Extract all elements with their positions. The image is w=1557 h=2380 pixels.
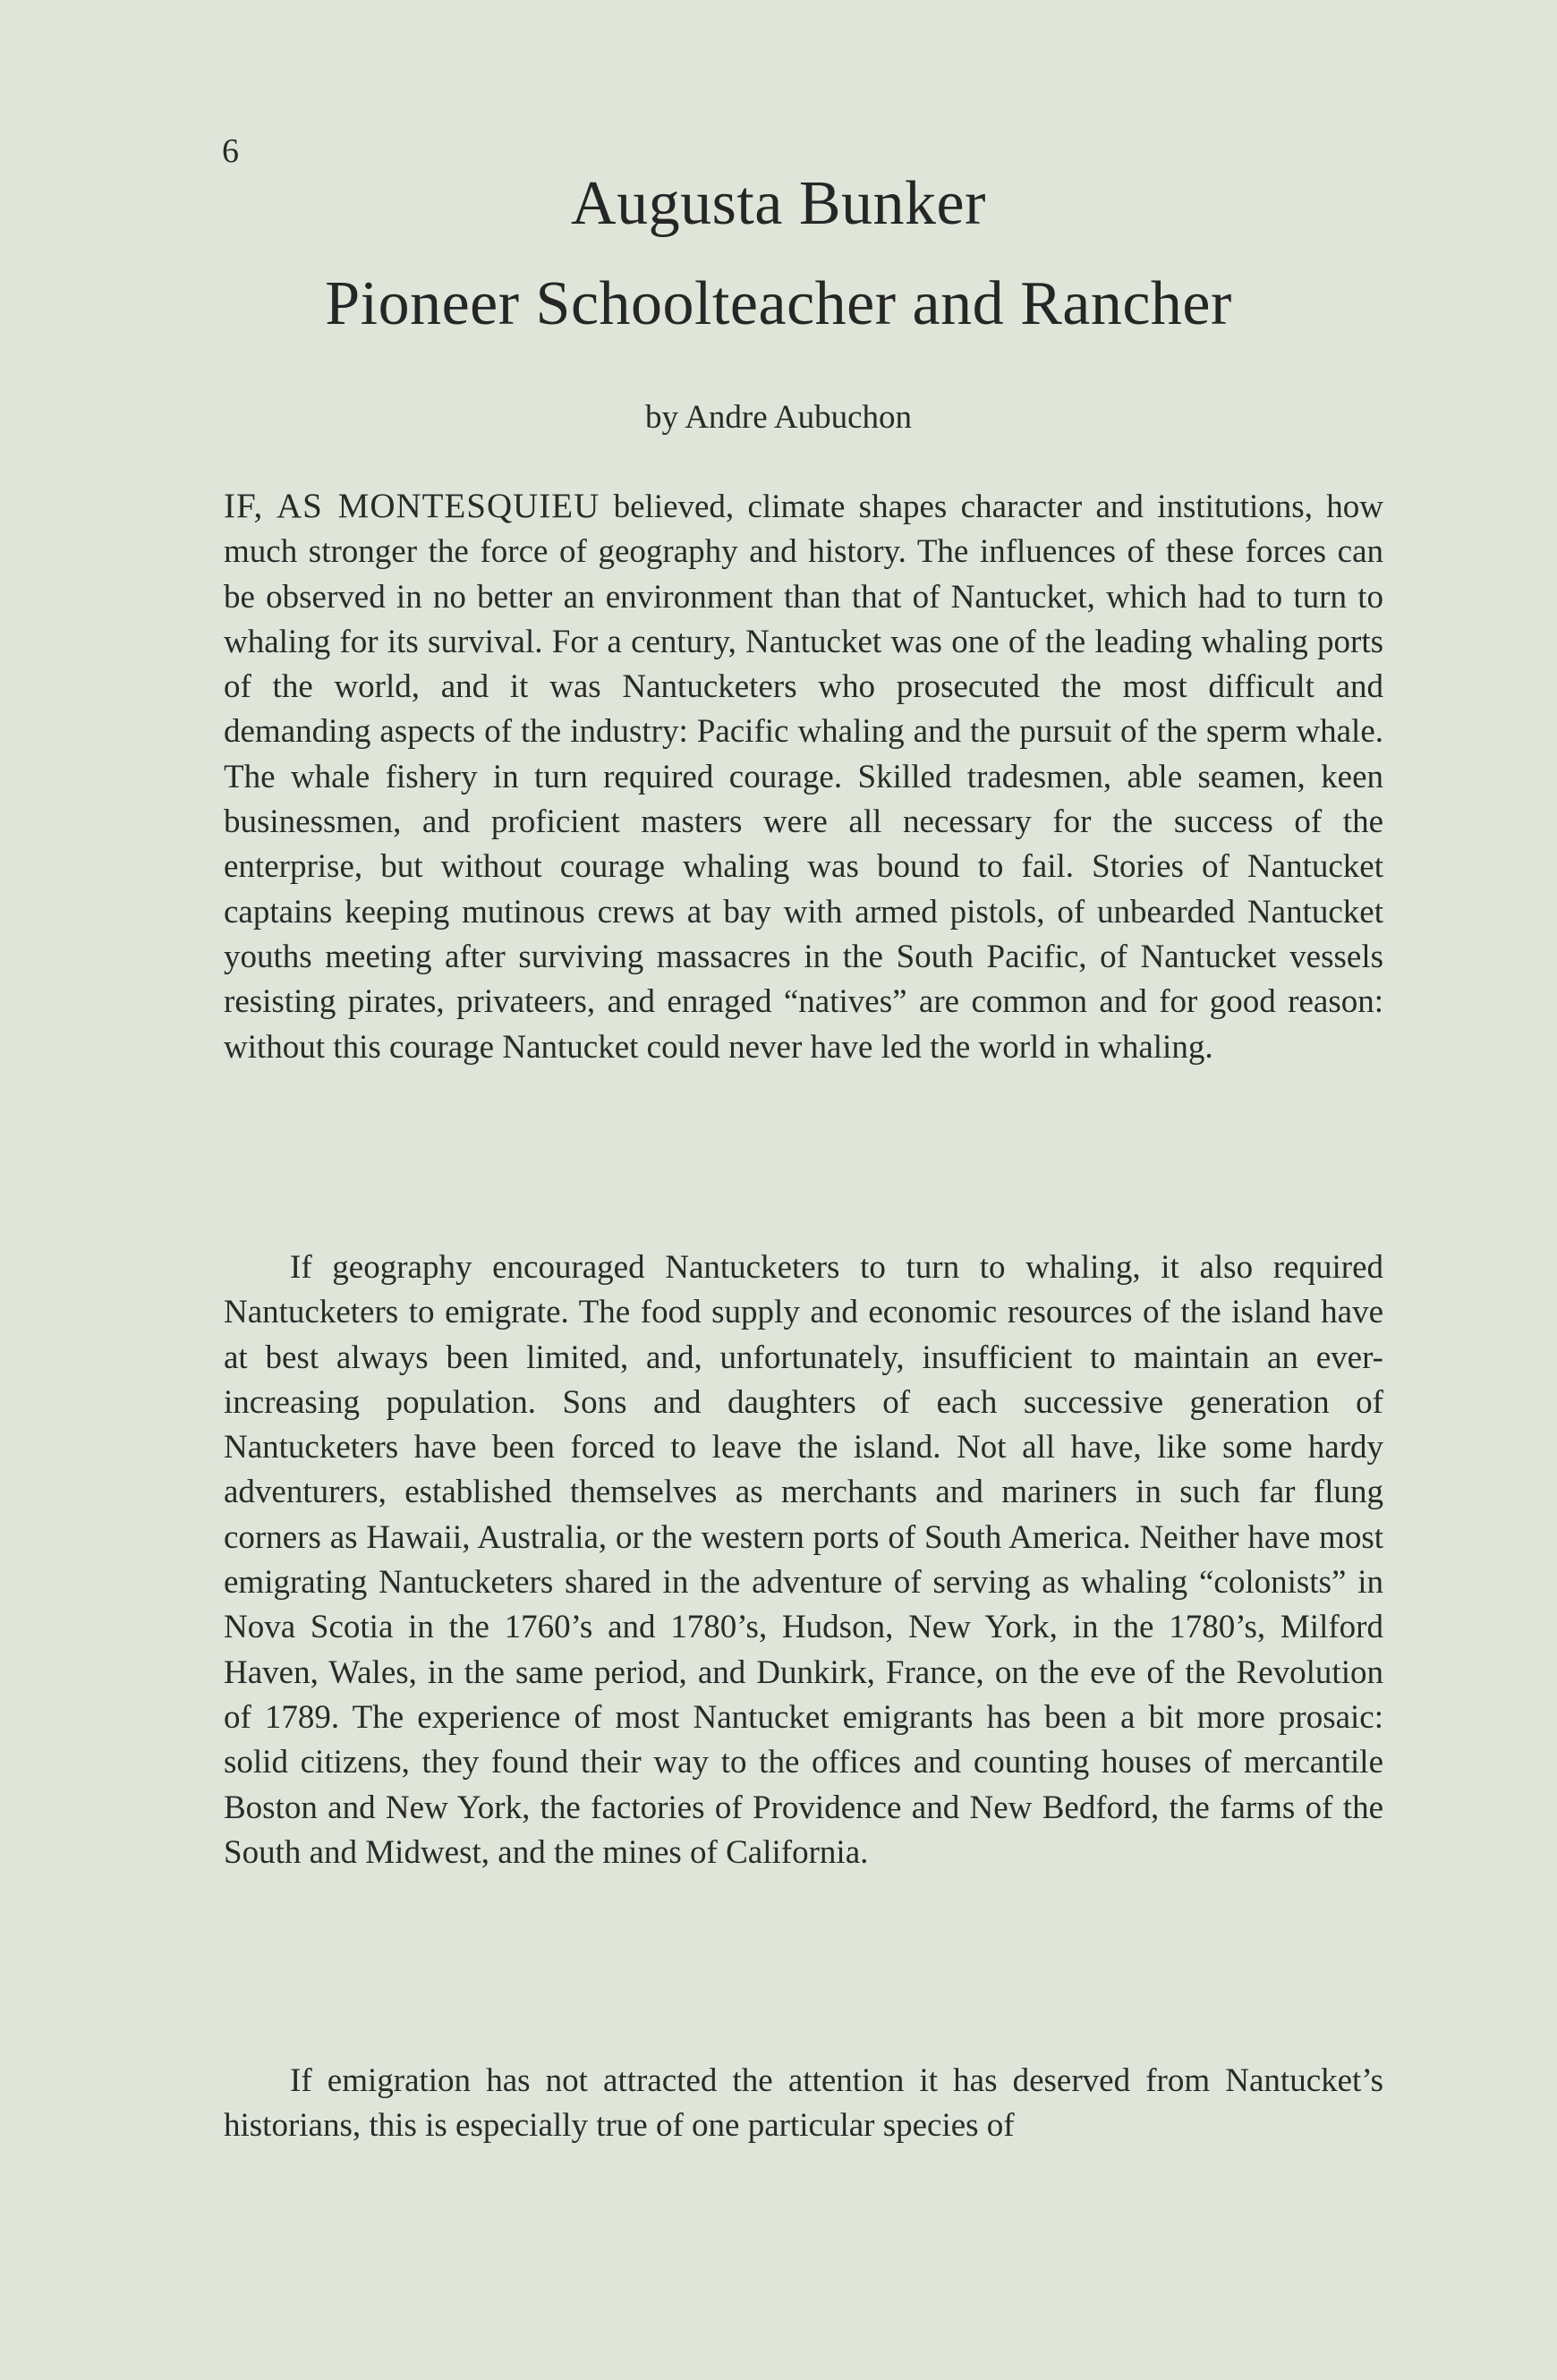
paragraph-3: If emigration has not attracted the attention it has deserved from Nantucket’s historians, this is especially true of one particular species of — [224, 2062, 1383, 2145]
article-title: Augusta Bunker — [571, 169, 986, 238]
paragraph-1 — [224, 484, 1383, 1070]
byline: by Andre Aubuchon — [644, 399, 913, 436]
page-number: 6 — [222, 132, 239, 170]
paragraph-lead-caps: IF, AS MONTESQUIEU — [224, 487, 600, 525]
paragraph-1-text: believed, climate shapes character and institutions, how much stronger the force of geography and history. The influences of these forces can be observed in no better an environment than that of Nantucket, which had to turn to whaling for its survival. For a century, Nantucket was one of the leading whaling ports of the world, and it was Nantucketers who prosecuted the most difficult and demanding aspects of the industry: Pacific whaling and the pursuit of the sperm whale. The whale fishery in turn required courage. Skilled tradesmen, able seamen, keen businessmen, and proficient masters were all necessary for the success of the enterprise, but without courage whaling was bound to fail. Stories of Nantucket captains keeping mutinous crews at bay with armed pistols, of unbearded Nantucket youths meeting after surviving massacres in the South Pacific, of Nantucket vessels resisting pirates, privateers, and enraged “natives” are common and for good reason: without this courage Nantucket could never have led the world in whaling. — [224, 489, 1383, 1066]
article-subtitle: Pioneer Schoolteacher and Rancher — [325, 269, 1232, 338]
paragraph-2: If geography encouraged Nantucketers to turn to whaling, it also required Nantucketers to emigrate. The food supply and economic resources of the island have at best always been limited, and, unfortunately, insufficient to maintain an ever-increasing population. Sons and daughters of each successive generation of Nantucketers have been forced to leave the island. Not all have, like some hardy adventurers, established themselves as merchants and mariners in such far flung corners as Hawaii, Australia, or the western ports of South America. Neither have most emigrating Nantucketers shared in the adventure of serving as whaling “colonists” in Nova Scotia in the 1760’s and 1780’s, Hudson, New York, in the 1780’s, Milford Haven, Wales, in the same period, and Dunkirk, France, on the eve of the Revolution of 1789. The experience of most Nantucket emigrants has been a bit more prosaic: solid citizens, they found their way to the offices and counting houses of mercantile Boston and New York, the factories of Providence and New Bedford, the farms of the South and Midwest, and the mines of California. — [224, 1249, 1383, 1871]
